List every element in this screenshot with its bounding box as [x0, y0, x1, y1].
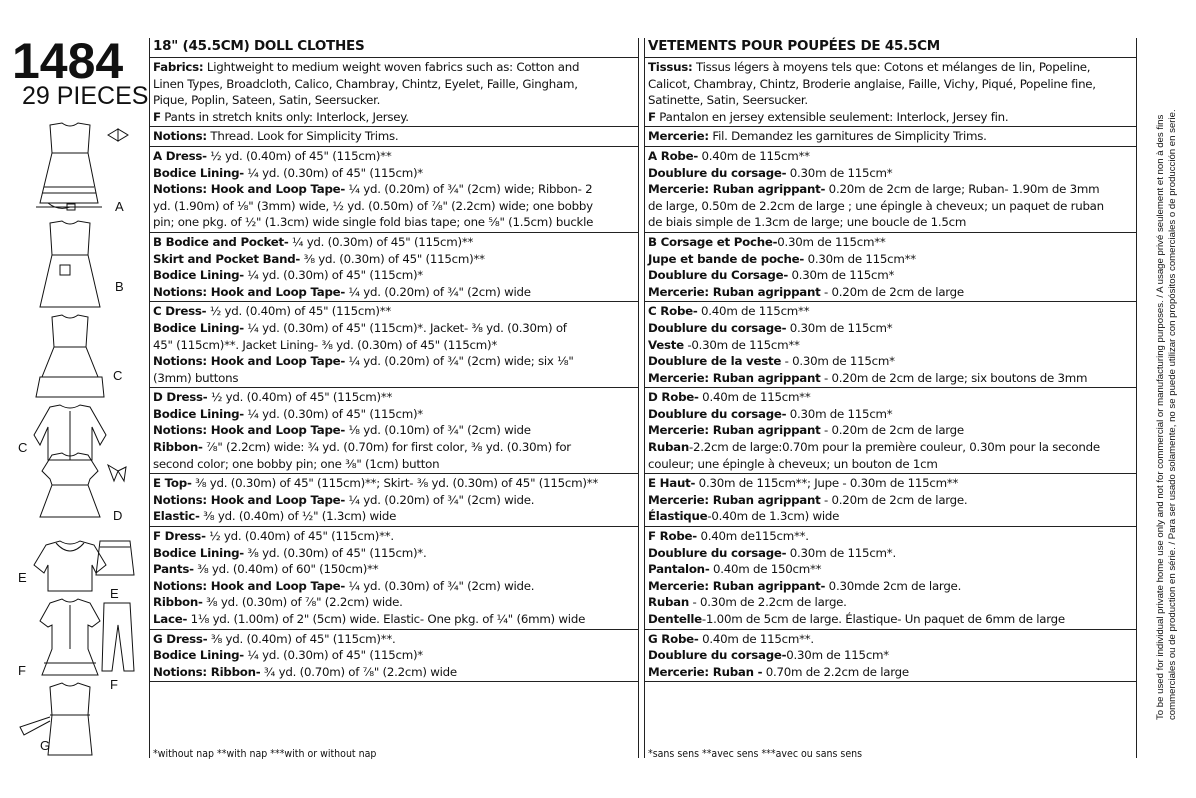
spec-line: [648, 198, 1133, 215]
spec-text: -0.30m de 115cm**: [683, 337, 800, 352]
spec-label: Notions:: [153, 129, 207, 144]
spec-text: - 0.30m de 2.2cm de large.: [689, 595, 847, 610]
spec-line: [153, 578, 635, 595]
spec-text: ⅜ yd. (0.30m) of 45" (115cm)**: [300, 251, 485, 266]
spec-line: [153, 320, 635, 337]
mercerie-section: [645, 127, 1136, 147]
dress-b-illustration: [40, 221, 100, 307]
spec-text: 45" (115cm)**. Jacket Lining- ⅜ yd. (0.30m) of 45" (115cm)*: [153, 337, 498, 352]
spec-label: Doublure du corsage-: [648, 320, 787, 335]
spec-text: - 0.20m de 2cm de large.: [820, 492, 968, 507]
vue-f-section: [645, 527, 1136, 630]
spec-label: C Robe-: [648, 304, 698, 319]
english-title: 18" (45.5CM) DOLL CLOTHES: [150, 38, 638, 58]
spec-text: - 0.30m de 115cm*: [781, 354, 895, 369]
spec-line: [153, 59, 635, 76]
spec-text: ¾ yd. (0.70m) of ⅞" (2.2cm) wide: [260, 664, 457, 679]
view-letter: C: [113, 368, 123, 383]
spec-label: B Corsage et Poche-: [648, 234, 778, 249]
spec-label: Pantalon-: [648, 562, 710, 577]
spec-text: 0.40m de 115cm**: [698, 390, 811, 405]
spec-line: [648, 251, 1133, 268]
english-column: [150, 38, 638, 682]
spec-label: D Robe-: [648, 390, 699, 405]
spec-text: 0.30m de 115cm*: [786, 165, 893, 180]
spec-text: 0.40m de 115cm**.: [698, 631, 814, 646]
spec-label: Tissus:: [648, 60, 693, 74]
spec-text: ⅜ yd. (0.40m) of 60" (150cm)**: [193, 562, 379, 577]
spec-line: [153, 214, 635, 231]
usage-notice-line-1: To be used for individual private home use only and not for commercial or manufacturing purposes. / A usage privé seulement et non à des fins: [1155, 114, 1166, 720]
vue-c-section: [645, 302, 1136, 388]
spec-text: ½ yd. (0.40m) of 45" (115cm)**: [206, 304, 391, 319]
spec-line: [153, 647, 635, 664]
spec-label: Élastique: [648, 509, 708, 524]
spec-label: Notions: Hook and Loop Tape-: [153, 354, 346, 369]
spec-line: [648, 422, 1133, 439]
spec-text: ⅜ yd. (0.30m) of 45" (115cm)**; Skirt- ⅜ yd. (0.30m) of 45" (115cm)**: [191, 476, 598, 491]
spec-label: Notions: Hook and Loop Tape-: [153, 578, 346, 593]
spec-text: ⅜ yd. (0.30m) of ⅞" (2.2cm) wide.: [202, 595, 403, 610]
spec-line: [648, 508, 1133, 525]
spec-line: [153, 528, 635, 545]
spec-line: [153, 545, 635, 562]
spec-text: ¼ yd. (0.30m) of ¾" (2cm) wide.: [345, 578, 535, 593]
english-footnote: *without nap **with nap ***with or without nap: [153, 748, 377, 760]
spec-label: Mercerie:: [648, 129, 709, 144]
spec-line: [648, 545, 1133, 562]
spec-text: 0.30m de 115cm*: [787, 268, 895, 283]
spec-label: Notions: Hook and Loop Tape-: [153, 284, 346, 299]
spec-label: D Dress-: [153, 390, 208, 405]
spec-line: [153, 148, 635, 165]
spec-label: A Robe-: [648, 148, 699, 163]
spec-line: [648, 59, 1133, 76]
spec-text: - 0.20m de 2cm de large; six boutons de 3mm: [820, 370, 1088, 385]
view-letter: E: [18, 570, 27, 585]
spec-text: (3mm) buttons: [153, 370, 239, 385]
view-letter: B: [115, 279, 124, 294]
spec-text: ¼ yd. (0.30m) of 45" (115cm)*: [243, 165, 423, 180]
spec-line: [153, 337, 635, 354]
spec-text: 1⅛ yd. (1.00m) of 2" (5cm) wide. Elastic- One pkg. of ¼" (6mm) wide: [187, 612, 586, 626]
spec-line: [153, 561, 635, 578]
spec-label: F Dress-: [153, 529, 206, 544]
spec-text: Thread. Look for Simplicity Trims.: [206, 129, 399, 144]
view-letter: A: [115, 199, 124, 214]
spec-line: [648, 165, 1133, 182]
vue-g-section: [645, 630, 1136, 683]
spec-line: [153, 198, 635, 215]
notions-section: [150, 127, 638, 147]
spec-line: [648, 148, 1133, 165]
spec-label: G Dress-: [153, 631, 208, 646]
spec-text: Pants in stretch knits only: Interlock, Jersey.: [160, 109, 409, 124]
spec-label: Pants-: [153, 562, 194, 577]
spec-label: Doublure du Corsage-: [648, 268, 788, 283]
spec-text: ½ yd. (0.40m) of 45" (115cm)**.: [205, 529, 394, 544]
spec-label: Bodice Lining-: [153, 165, 244, 180]
spec-text: pin; one pkg. of ½" (1.3cm) wide single fold bias tape; one ⅝" (1.5cm) buckle: [153, 215, 594, 230]
spec-label: Mercerie: Ruban agrippant: [648, 370, 821, 385]
spec-label: Ruban: [648, 440, 690, 455]
spec-line: [153, 251, 635, 268]
spec-line: [153, 109, 635, 126]
dress-g-illustration: [20, 683, 92, 755]
fabrics-section: [150, 58, 638, 127]
spec-line: [153, 664, 635, 681]
spec-label: Ribbon-: [153, 440, 203, 455]
dress-f-illustration: [40, 599, 100, 675]
spec-text: ⅞" (2.2cm) wide: ¾ yd. (0.70m) for first color, ⅜ yd. (0.30m) for: [202, 440, 571, 455]
spec-line: [153, 456, 635, 473]
spec-label: Lace-: [153, 612, 188, 626]
spec-label: Mercerie: Ruban agrippant: [648, 423, 821, 438]
spec-text: ¼ yd. (0.30m) of 45" (115cm)*: [243, 406, 423, 421]
spec-line: [648, 456, 1133, 473]
spec-line: [648, 92, 1133, 109]
spec-text: couleur; une épingle à cheveux; un bouton de 1cm: [648, 456, 938, 471]
spec-line: [648, 284, 1133, 301]
spec-line: [648, 631, 1133, 648]
spec-text: ⅛ yd. (0.10m) of ¾" (2cm) wide: [345, 423, 531, 438]
french-title: VETEMENTS POUR POUPÉES DE 45.5CM: [645, 38, 1136, 58]
spec-label: Notions: Hook and Loop Tape-: [153, 492, 346, 507]
spec-line: [153, 492, 635, 509]
spec-line: [153, 439, 635, 456]
spec-text: second color; one bobby pin; one ⅜" (1cm) button: [153, 456, 440, 471]
spec-line: [648, 647, 1133, 664]
spec-text: ⅜ yd. (0.40m) of 45" (115cm)**.: [207, 631, 396, 646]
view-letter: F: [18, 663, 26, 678]
spec-label: B Bodice and Pocket-: [153, 234, 289, 249]
spec-label: Jupe et bande de poche-: [648, 251, 805, 266]
spec-line: [153, 76, 635, 93]
spec-line: [648, 181, 1133, 198]
spec-text: ¼ yd. (0.30m) of 45" (115cm)*: [243, 268, 423, 283]
spec-label: Elastic-: [153, 509, 200, 524]
usage-notice: [1130, 20, 1190, 770]
spec-line: [648, 234, 1133, 251]
spec-line: [153, 234, 635, 251]
spec-text: Calicot, Chambray, Chintz, Broderie anglaise, Faille, Vichy, Piqué, Popeline fine,: [648, 76, 1096, 91]
spec-text: 0.40m de 150cm**: [709, 562, 822, 577]
view-letter: G: [40, 738, 51, 753]
spec-label: Notions: Hook and Loop Tape-: [153, 182, 346, 197]
dress-a-illustration: [36, 123, 128, 210]
spec-label: Doublure de la veste: [648, 354, 782, 369]
vue-e-section: [645, 474, 1136, 527]
spec-text: 0.30m de 115cm**: [777, 234, 886, 249]
spec-label: Bodice Lining-: [153, 320, 244, 335]
spec-text: de large, 0.50m de 2.2cm de large ; une épingle à cheveux; un paquet de ruban: [648, 198, 1104, 213]
spec-line: [648, 492, 1133, 509]
spec-line: [648, 337, 1133, 354]
spec-label: Mercerie: Ruban agrippant-: [648, 182, 826, 197]
spec-line: [153, 165, 635, 182]
spec-label: E Top-: [153, 476, 192, 491]
spec-line: [648, 611, 1133, 628]
spec-text: Linen Types, Broadcloth, Calico, Chambray, Chintz, Eyelet, Faille, Gingham,: [153, 76, 578, 91]
spec-line: [153, 353, 635, 370]
spec-line: [648, 214, 1133, 231]
spec-line: [648, 109, 1133, 126]
view-f-section: [150, 527, 638, 630]
spec-label: Mercerie: Ruban -: [648, 664, 763, 679]
spec-label: E Haut-: [648, 476, 696, 491]
spec-text: ¼ yd. (0.20m) of ¾" (2cm) wide: [345, 284, 531, 299]
spec-text: 0.30mde 2cm de large.: [825, 578, 962, 593]
french-footnote: *sans sens **avec sens ***avec ou sans sens: [648, 748, 863, 760]
french-column: [645, 38, 1136, 682]
spec-label: Bodice Lining-: [153, 268, 244, 283]
spec-line: [153, 422, 635, 439]
spec-label: C Dress-: [153, 304, 207, 319]
spec-line: [153, 594, 635, 611]
spec-line: [648, 528, 1133, 545]
spec-text: ¼ yd. (0.30m) of 45" (115cm)*: [243, 648, 423, 663]
spec-text: - 0.20m de 2cm de large: [820, 423, 964, 438]
spec-text: 0.30m de 115cm*: [786, 406, 893, 421]
spec-text: ¼ yd. (0.30m) of 45" (115cm)*. Jacket- ⅜ yd. (0.30m) of: [243, 320, 567, 335]
spec-line: [648, 128, 1133, 145]
spec-line: [648, 320, 1133, 337]
spec-text: 0.30m de 115cm*: [786, 648, 889, 663]
spec-line: [153, 92, 635, 109]
spec-text: - 0.20m de 2cm de large: [820, 284, 964, 299]
spec-line: [648, 76, 1133, 93]
spec-text: -1.00m de 5cm de large. Élastique- Un paquet de 6mm de large: [701, 612, 1065, 626]
spec-label: Bodice Lining-: [153, 406, 244, 421]
view-letter: F: [110, 677, 118, 692]
spec-text: ½ yd. (0.40m) of 45" (115cm)**: [207, 390, 393, 405]
spec-text: yd. (1.90m) of ⅛" (3mm) wide, ½ yd. (0.50m) of ⅞" (2.2cm) wide; one bobby: [153, 198, 593, 213]
spec-label: Notions: Hook and Loop Tape-: [153, 423, 346, 438]
spec-text: Pique, Poplin, Sateen, Satin, Seersucker.: [153, 93, 381, 108]
spec-line: [153, 267, 635, 284]
spec-label: Doublure du corsage-: [648, 545, 787, 560]
view-letter: E: [110, 586, 119, 601]
spec-line: [648, 561, 1133, 578]
spec-text: 0.20m de 2cm de large; Ruban- 1.90m de 3mm: [825, 182, 1100, 197]
view-d-section: [150, 388, 638, 474]
dress-c-illustration: [36, 315, 104, 397]
spec-text: Lightweight to medium weight woven fabrics such as: Cotton and: [203, 60, 580, 74]
spec-line: [648, 664, 1133, 681]
pants-f-illustration: [102, 603, 134, 671]
vue-b-section: [645, 233, 1136, 302]
spec-text: Pantalon en jersey extensible seulement: Interlock, Jersey fin.: [655, 109, 1009, 124]
spec-line: [153, 284, 635, 301]
spec-line: [648, 353, 1133, 370]
spec-line: [648, 439, 1133, 456]
spec-label: Skirt and Pocket Band-: [153, 251, 301, 266]
spec-text: ¼ yd. (0.20m) of ¾" (2cm) wide.: [345, 492, 535, 507]
view-e-section: [150, 474, 638, 527]
spec-text: ⅜ yd. (0.30m) of 45" (115cm)*.: [243, 545, 427, 560]
spec-text: ¼ yd. (0.20m) of ¾" (2cm) wide; six ⅛": [345, 354, 574, 369]
spec-line: [648, 594, 1133, 611]
view-letter: C: [18, 440, 28, 455]
spec-line: [153, 508, 635, 525]
spec-line: [648, 406, 1133, 423]
spec-label: Notions: Ribbon-: [153, 664, 261, 679]
spec-line: [153, 303, 635, 320]
spec-line: [153, 475, 635, 492]
usage-notice-line-2: commerciales ou de production en série. / Para ser usado solamente, no se puede utilizar con propósitos comerciales o de producción en serie.: [1167, 109, 1178, 720]
spec-label: Dentelle: [648, 612, 702, 626]
spec-label: Doublure du corsage-: [648, 165, 787, 180]
pieces-count: 29 PIECES: [22, 82, 149, 110]
spec-label: F: [648, 109, 656, 124]
vue-d-section: [645, 388, 1136, 474]
spec-text: 0.30m de 115cm*.: [786, 545, 896, 560]
spec-line: [153, 128, 635, 145]
spec-line: [648, 578, 1133, 595]
top-e-illustration: [34, 541, 106, 591]
spec-line: [648, 267, 1133, 284]
view-g-section: [150, 630, 638, 683]
spec-label: F: [153, 109, 161, 124]
spec-text: Fil. Demandez les garnitures de Simplicity Trims.: [708, 129, 987, 144]
spec-text: Satinette, Satin, Seersucker.: [648, 93, 808, 108]
spec-line: [153, 611, 635, 628]
spec-line: [648, 475, 1133, 492]
spec-line: [648, 370, 1133, 387]
spec-text: -0.40m de 1.3cm) wide: [707, 509, 840, 524]
spec-label: F Robe-: [648, 529, 697, 544]
spec-line: [153, 181, 635, 198]
spec-text: 0.70m de 2.2cm de large: [762, 664, 909, 679]
view-a-section: [150, 147, 638, 233]
spec-line: [648, 303, 1133, 320]
column-divider: [638, 38, 639, 758]
spec-label: Doublure du corsage-: [648, 648, 787, 663]
view-letter: D: [113, 508, 123, 523]
spec-label: Veste: [648, 337, 684, 352]
tissus-section: [645, 58, 1136, 127]
spec-label: Bodice Lining-: [153, 545, 244, 560]
pattern-number: 1484: [12, 33, 124, 89]
spec-line: [153, 389, 635, 406]
spec-text: ½ yd. (0.40m) of 45" (115cm)**: [206, 148, 392, 163]
spec-label: Ruban: [648, 595, 690, 610]
spec-line: [153, 406, 635, 423]
spec-label: Ribbon-: [153, 595, 203, 610]
spec-label: Bodice Lining-: [153, 648, 244, 663]
spec-text: 0.30m de 115cm*: [786, 320, 893, 335]
jacket-c-illustration: [34, 405, 106, 460]
spec-line: [153, 370, 635, 387]
spec-label: Fabrics:: [153, 60, 204, 74]
spec-label: Mercerie: Ruban agrippant: [648, 492, 821, 507]
spec-text: ⅜ yd. (0.40m) of ½" (1.3cm) wide: [199, 509, 397, 524]
spec-text: 0.30m de 115cm**; Jupe - 0.30m de 115cm**: [695, 476, 959, 491]
spec-label: Mercerie: Ruban agrippant: [648, 284, 821, 299]
spec-text: Tissus légers à moyens tels que: Cotons et mélanges de lin, Popeline,: [692, 60, 1091, 74]
view-c-section: [150, 302, 638, 388]
spec-text: 0.40m de115cm**.: [696, 529, 809, 544]
spec-label: A Dress-: [153, 148, 207, 163]
spec-text: 0.40m de 115cm**: [697, 304, 810, 319]
vue-a-section: [645, 147, 1136, 233]
spec-label: Mercerie: Ruban agrippant-: [648, 578, 826, 593]
spec-line: [648, 389, 1133, 406]
spec-text: de biais simple de 1.3cm de large; une boucle de 1.5cm: [648, 215, 967, 230]
view-b-section: [150, 233, 638, 302]
spec-text: 0.30m de 115cm**: [804, 251, 916, 266]
spec-label: Doublure du corsage-: [648, 406, 787, 421]
spec-text: ¼ yd. (0.20m) of ¾" (2cm) wide; Ribbon- 2: [345, 182, 593, 197]
spec-text: -2.2cm de large:0.70m pour la première couleur, 0.30m pour la seconde: [689, 440, 1100, 455]
spec-label: G Robe-: [648, 631, 699, 646]
spec-line: [153, 631, 635, 648]
spec-text: 0.40m de 115cm**: [698, 148, 810, 163]
spec-text: ¼ yd. (0.30m) of 45" (115cm)**: [288, 234, 474, 249]
